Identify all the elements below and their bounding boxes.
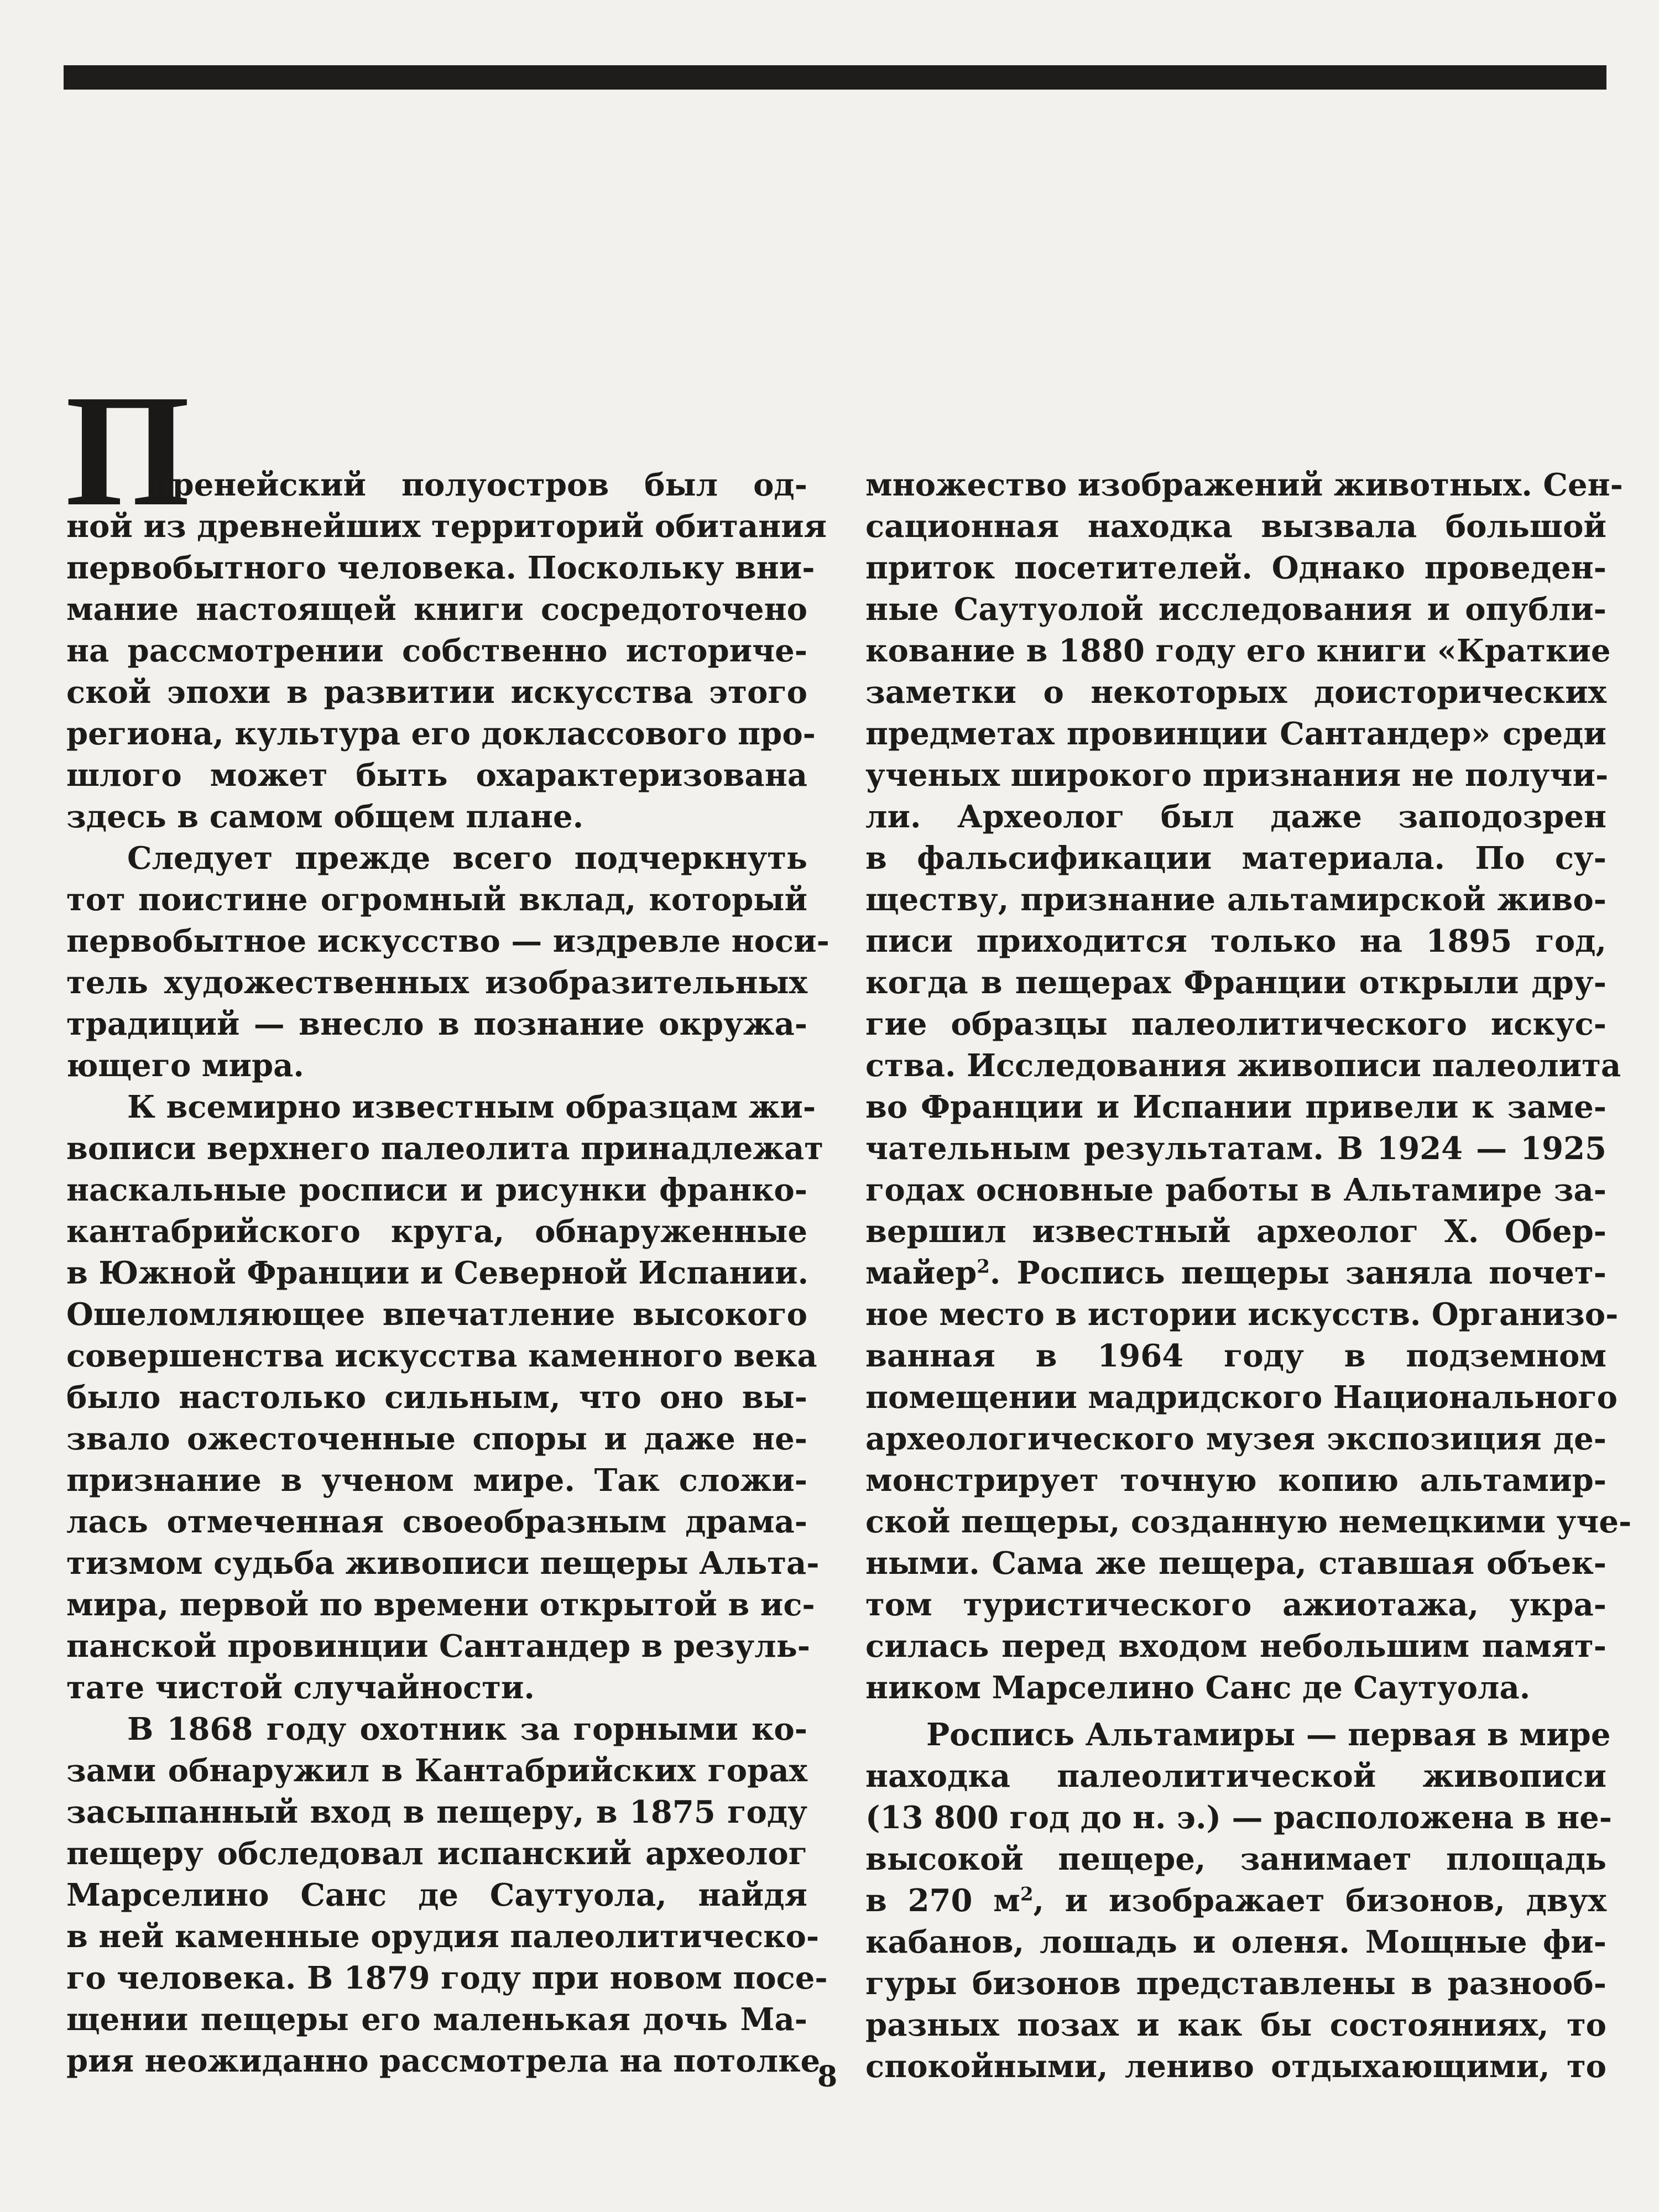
- area-superscript: 2: [1020, 1883, 1034, 1906]
- text-line: том туристического ажиотажа, укра-: [865, 1587, 1606, 1623]
- text-line: кабанов, лошадь и оленя. Мощные фи-: [865, 1924, 1606, 1960]
- text-line: писи приходится только на 1895 год,: [865, 923, 1606, 959]
- text-line: лась отмеченная своеобразным драма-: [66, 1504, 807, 1540]
- text-line: силась перед входом небольшим памят-: [865, 1628, 1606, 1665]
- page-number: 8: [817, 2060, 838, 2094]
- text-line: гуры бизонов представлены в разнооб-: [865, 1965, 1606, 2002]
- text-line: щении пещеры его маленькая дочь Ма-: [66, 2001, 807, 2038]
- text-line: засыпанный вход в пещеру, в 1875 году: [66, 1794, 807, 1830]
- footnote-ref: 2: [977, 1255, 990, 1278]
- text-line: вершил известный археолог Х. Обер-: [865, 1213, 1606, 1250]
- text-line: было настолько сильным, что оно вы-: [66, 1379, 807, 1416]
- text-line: кование в 1880 году его книги «Краткие: [865, 633, 1611, 669]
- text-line: панской провинции Сантандер в резуль-: [66, 1628, 810, 1665]
- text-line: ное место в истории искусств. Организо-: [865, 1296, 1619, 1333]
- right-column: [865, 465, 1632, 2088]
- text-line: тате чистой случайности.: [66, 1670, 535, 1706]
- text-line: тизмом судьба живописи пещеры Альта-: [66, 1545, 820, 1582]
- text-line: приток посетителей. Однако проведен-: [865, 550, 1606, 586]
- text-line: ства. Исследования живописи палеолита: [865, 1047, 1621, 1084]
- text-line: традиций — внесло в познание окружа-: [66, 1006, 807, 1042]
- footnote-word: майер: [865, 1255, 977, 1291]
- text-line: ником Марселино Санс де Саутуола.: [865, 1670, 1531, 1706]
- text-line: ской эпохи в развитии искусства этого: [66, 674, 807, 711]
- text-line: мира, первой по времени открытой в ис-: [66, 1587, 815, 1623]
- text-line: первобытное искусство — издревле носи-: [66, 923, 830, 959]
- text-line: чательным результатам. В 1924 — 1925: [865, 1130, 1606, 1167]
- text-line: в Южной Франции и Северной Испании.: [66, 1255, 809, 1291]
- text-line: здесь в самом общем плане.: [66, 799, 584, 835]
- area-text: в 270 м: [865, 1882, 1020, 1919]
- text-line: высокой пещере, занимает площадь: [865, 1841, 1606, 1877]
- text-line: региона, культура его доклассового про-: [66, 716, 816, 752]
- text-line: ской пещеры, созданную немецкими уче-: [865, 1504, 1632, 1540]
- text-line: монстрирует точную копию альтамир-: [865, 1462, 1606, 1499]
- text-line: заметки о некоторых доисторических: [865, 674, 1606, 711]
- text-line: наскальные росписи и рисунки франко-: [66, 1172, 807, 1208]
- text-line: ными. Сама же пещера, ставшая объек-: [865, 1545, 1606, 1582]
- text-line: ной из древнейших территорий обитания: [66, 508, 827, 545]
- text-line: Следует прежде всего подчеркнуть: [127, 840, 807, 877]
- text-line: звало ожесточенные споры и даже не-: [66, 1421, 807, 1457]
- text-line: зами обнаружил в Кантабрийских горах: [66, 1752, 807, 1789]
- text-line: сационная находка вызвала большой: [865, 508, 1606, 545]
- text-line: К всемирно известным образцам жи-: [127, 1089, 816, 1125]
- text-line: ществу, признание альтамирской живо-: [865, 881, 1606, 918]
- text-line: В 1868 году охотник за горными ко-: [127, 1711, 807, 1747]
- drop-cap: П: [65, 362, 190, 539]
- text-line: ющего мира.: [66, 1047, 304, 1084]
- text-line: на рассмотрении собственно историче-: [66, 633, 807, 669]
- text-line: разных позах и как бы состояниях, то: [865, 2007, 1606, 2043]
- text-line: в фальсификации материала. По су-: [865, 840, 1606, 877]
- text-line: (13 800 год до н. э.) — расположена в не-: [865, 1799, 1612, 1836]
- text-line: признание в ученом мире. Так сложи-: [66, 1462, 807, 1499]
- text-line: Ошеломляющее впечатление высокого: [66, 1296, 807, 1333]
- text-line: археологического музея экспозиция де-: [865, 1421, 1606, 1457]
- text-line-area: [865, 1880, 1606, 1922]
- text-line: Марселино Санс де Саутуола, найдя: [66, 1877, 807, 1913]
- text-line: в ней каменные орудия палеолитическо-: [66, 1918, 820, 1955]
- text-line-footnote: [865, 1253, 1606, 1294]
- text-line: находка палеолитической живописи: [865, 1758, 1606, 1794]
- text-line: иренейский полуостров был од-: [149, 467, 807, 503]
- text-line: ли. Археолог был даже заподозрен: [865, 799, 1606, 835]
- text-line: ванная в 1964 году в подземном: [865, 1338, 1606, 1374]
- text-line: первобытного человека. Поскольку вни-: [66, 550, 815, 586]
- text-line: пещеру обследовал испанский археолог: [66, 1835, 807, 1872]
- text-line: спокойными, лениво отдыхающими, то: [865, 2048, 1606, 2085]
- top-rule: [64, 65, 1606, 90]
- text-line: годах основные работы в Альтамире за-: [865, 1172, 1606, 1208]
- text-line: множество изображений животных. Сен-: [865, 467, 1623, 503]
- footnote-tail: . Роспись пещеры заняла почет-: [989, 1255, 1606, 1291]
- text-line: когда в пещерах Франции открыли дру-: [865, 964, 1606, 1001]
- text-line: тель художественных изобразительных: [66, 964, 807, 1001]
- text-line: Роспись Альтамиры — первая в мире: [926, 1717, 1611, 1753]
- text-line: го человека. В 1879 году при новом посе-: [66, 1960, 828, 1996]
- text-line: ученых широкого признания не получи-: [865, 757, 1609, 794]
- text-line: вописи верхнего палеолита принадлежат: [66, 1130, 823, 1167]
- text-line: во Франции и Испании привели к заме-: [865, 1089, 1606, 1125]
- left-column: [66, 465, 830, 2082]
- text-line: совершенства искусства каменного века: [66, 1338, 817, 1374]
- text-line: шлого может быть охарактеризована: [66, 757, 807, 794]
- text-line: ные Саутуолой исследования и опубли-: [865, 591, 1606, 628]
- text-line: гие образцы палеолитического искус-: [865, 1006, 1606, 1042]
- text-line: кантабрийского круга, обнаруженные: [66, 1213, 807, 1250]
- text-line: тот поистине огромный вклад, который: [66, 881, 807, 918]
- text-line: рия неожиданно рассмотрела на потолке: [66, 2043, 821, 2079]
- text-line: предметах провинции Сантандер» среди: [865, 716, 1606, 752]
- area-tail: , и изображает бизонов, двух: [1033, 1882, 1606, 1919]
- text-line: мание настоящей книги сосредоточено: [66, 591, 807, 628]
- text-line: помещении мадридского Национального: [865, 1379, 1618, 1416]
